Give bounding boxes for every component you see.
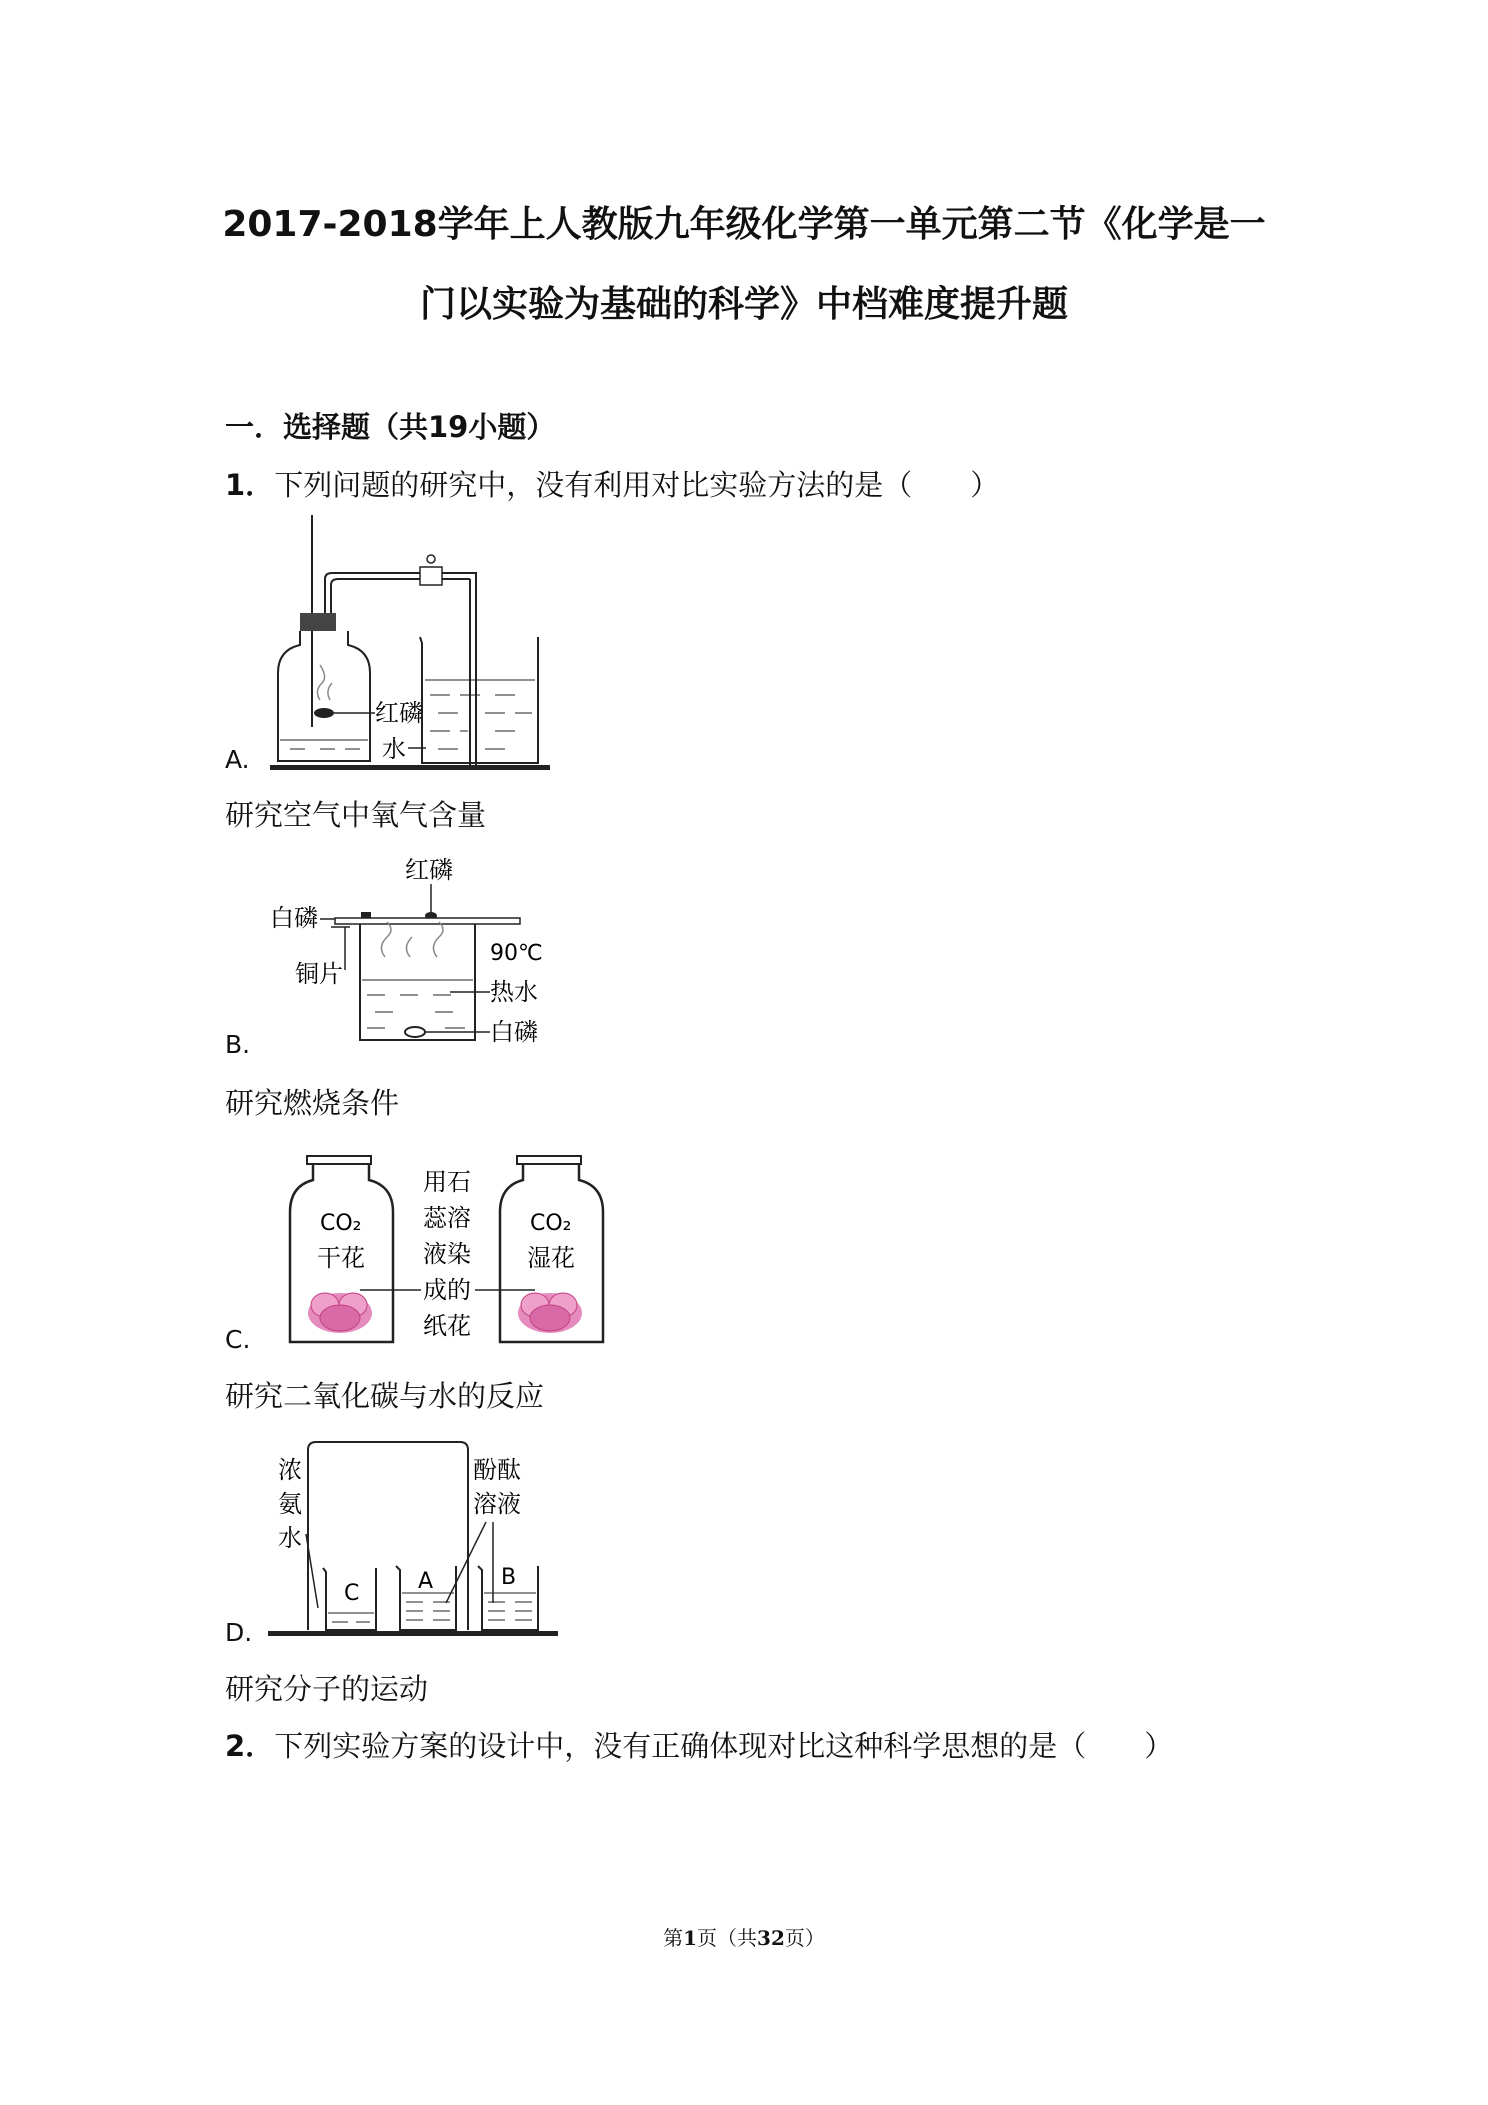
footer-suffix: 页） (784, 1926, 825, 1950)
question-number: 1． (225, 468, 275, 502)
label-temp: 90℃ (490, 941, 543, 966)
question-stem: 下列实验方案的设计中，没有正确体现对比这种科学思想的是（ ） (274, 1729, 1174, 1763)
label-white-p-bottom: 白磷 (490, 1018, 538, 1046)
option-a-letter: A. (225, 745, 250, 774)
option-b-caption: 研究燃烧条件 (225, 1086, 400, 1120)
label-co2-right: CO₂ (530, 1211, 572, 1236)
label-red-phosphorus: 红磷 (375, 699, 423, 727)
label-copper: 铜片 (295, 960, 343, 988)
option-d-caption: 研究分子的运动 (225, 1672, 429, 1706)
label-hot-water: 热水 (490, 978, 538, 1006)
label-white-p-top: 白磷 (270, 904, 318, 932)
label-beaker-a: A (418, 1569, 434, 1594)
option-d-letter: D. (225, 1618, 253, 1647)
phenol-line-2: 溶液 (473, 1490, 521, 1518)
option-a-caption: 研究空气中氧气含量 (225, 798, 487, 832)
footer-page: 1 (683, 1926, 698, 1950)
label-water: 水 (382, 735, 406, 763)
flower-right-icon (518, 1293, 582, 1333)
phenol-line-1: 酚酞 (473, 1456, 521, 1484)
question-2 (225, 1724, 1173, 1765)
label-litmus-flower (423, 1168, 471, 1340)
label-co2-left: CO₂ (320, 1211, 362, 1236)
page-footer (0, 1922, 1488, 1951)
section-heading: 一．选择题（共19小题） (225, 410, 556, 444)
footer-total: 32 (757, 1926, 785, 1950)
litmus-line-5: 纸花 (423, 1312, 471, 1340)
option-b-letter: B. (225, 1030, 251, 1059)
footer-mid: 页（共 (697, 1926, 758, 1950)
ammonia-line-2: 氨 (278, 1490, 302, 1518)
label-beaker-b: B (501, 1565, 517, 1590)
ammonia-line-1: 浓 (278, 1456, 302, 1484)
ammonia-line-3: 水 (278, 1524, 302, 1552)
flower-left-icon (308, 1293, 372, 1333)
label-dry-flower: 干花 (317, 1244, 365, 1272)
figure-d-molecule-motion (268, 1438, 568, 1648)
option-c-letter: C. (225, 1325, 251, 1354)
figure-c-co2-jars (285, 1150, 625, 1350)
label-red-p: 红磷 (405, 856, 453, 884)
question-1 (225, 463, 999, 504)
litmus-line-3: 液染 (423, 1240, 471, 1268)
doc-title-line2: 门以实验为基础的科学》中档难度提升题 (419, 284, 1068, 325)
option-c-caption: 研究二氧化碳与水的反应 (225, 1379, 545, 1413)
question-stem: 下列问题的研究中，没有利用对比实验方法的是（ ） (274, 468, 1000, 502)
figure-a-oxygen-apparatus (270, 515, 570, 775)
label-beaker-c: C (344, 1581, 360, 1606)
litmus-line-1: 用石 (423, 1168, 471, 1196)
litmus-line-4: 成的 (423, 1276, 471, 1304)
figure-b-combustion-apparatus (265, 852, 565, 1057)
label-phenolphthalein (473, 1456, 521, 1518)
doc-title-line1: 2017-2018学年上人教版九年级化学第一单元第二节《化学是一 (222, 204, 1266, 245)
question-number: 2． (225, 1729, 275, 1763)
label-ammonia (278, 1456, 302, 1552)
litmus-line-2: 蕊溶 (423, 1204, 471, 1232)
footer-prefix: 第 (663, 1926, 684, 1950)
label-wet-flower: 湿花 (527, 1244, 575, 1272)
